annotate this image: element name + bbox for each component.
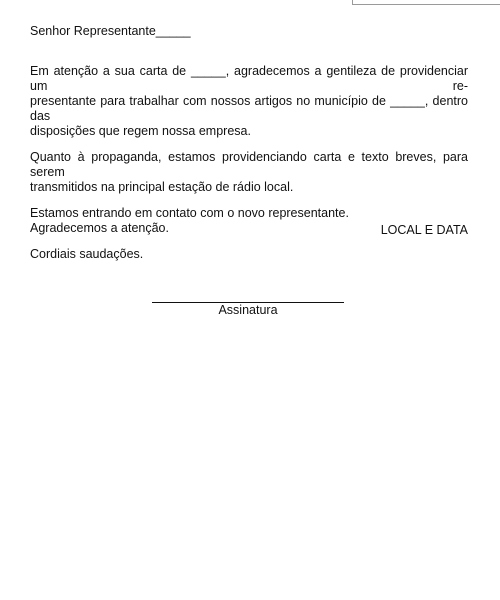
local-date: LOCAL E DATA: [380, 223, 468, 237]
paragraph-3-line-1: Estamos entrando em contato com o novo representante.: [30, 206, 349, 220]
paragraph-1-line-1: Em atenção a sua carta de _____, agradecemos a gentileza de providenciar um re-: [30, 64, 468, 93]
paragraph-2: [30, 150, 468, 195]
window-frame-corner: [352, 0, 500, 5]
paragraph-2-line-2: transmitidos na principal estação de rádio local.: [30, 180, 294, 194]
paragraph-1: [30, 64, 468, 139]
salutation: Senhor Representante_____: [30, 24, 191, 38]
signature-label: Assinatura: [218, 303, 278, 317]
paragraph-3-line-2: Agradecemos a atenção.: [30, 221, 169, 235]
closing: Cordiais saudações.: [30, 247, 144, 261]
paragraph-2-line-1: Quanto à propaganda, estamos providenciando carta e texto breves, para serem: [30, 150, 468, 179]
paragraph-1-line-2: presentante para trabalhar com nossos artigos no município de _____, dentro das: [30, 94, 468, 123]
paragraph-1-line-3: disposições que regem nossa empresa.: [30, 124, 251, 138]
